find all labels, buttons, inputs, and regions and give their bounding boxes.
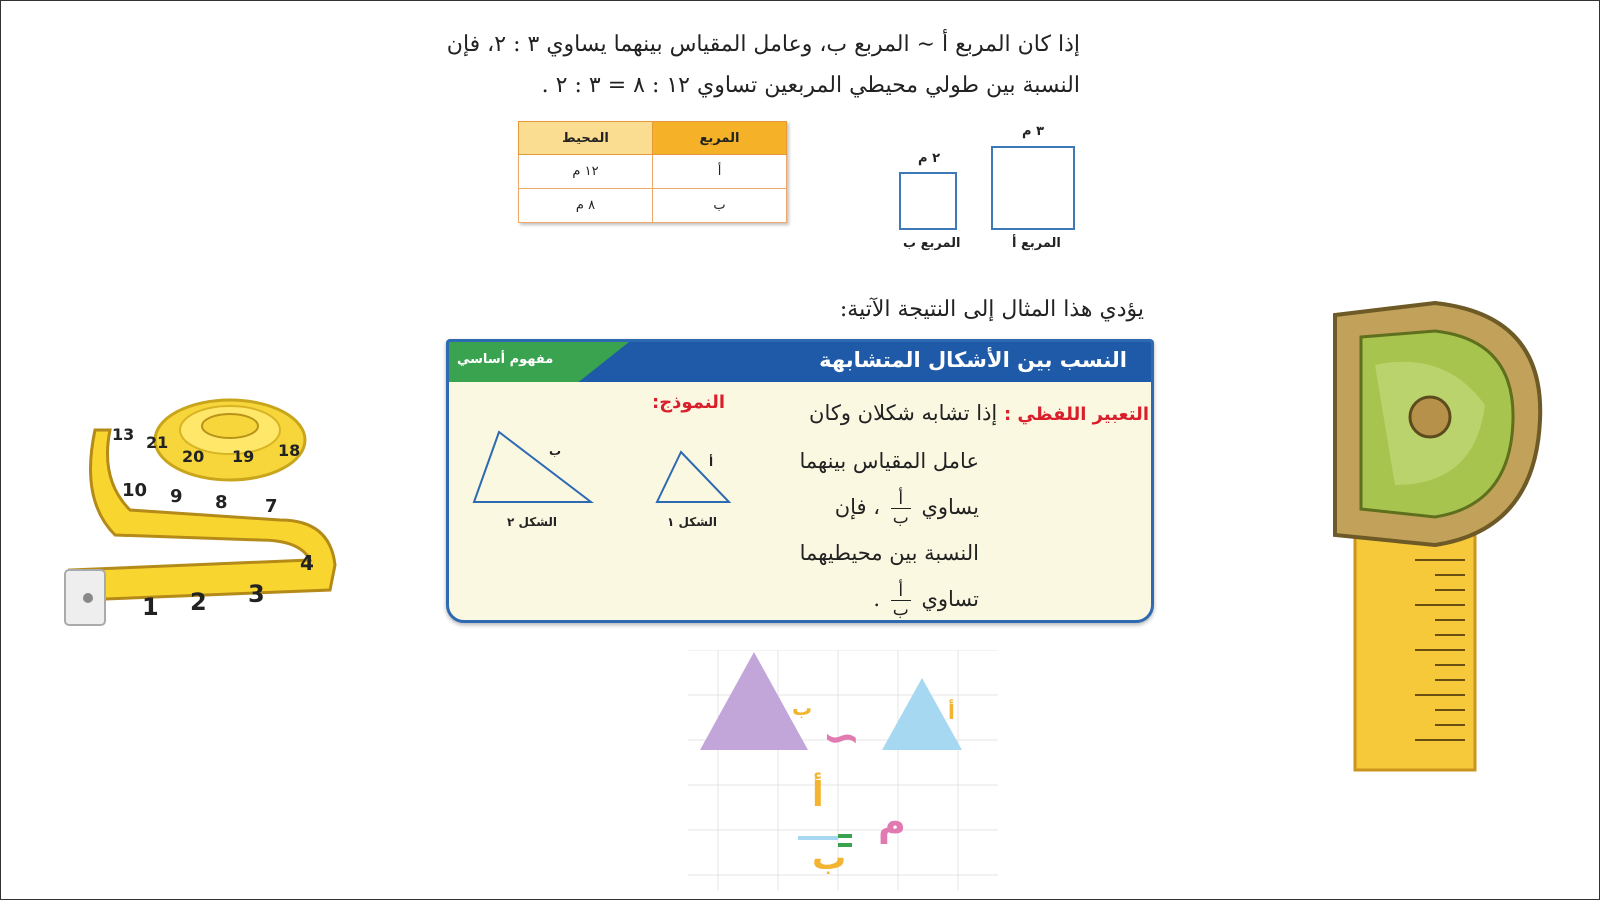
square-a-label: المربع أ: [1012, 236, 1061, 251]
tape-roll-image: [1325, 295, 1555, 775]
fraction-denominator: ب: [892, 600, 909, 620]
intro-line-1: إذا كان المربع أ ∽ المربع ب، وعامل المقياس بينهما يساوي ٣ : ٢، فإن: [446, 32, 1080, 57]
tape-number: 10: [122, 480, 148, 501]
tape-number: 13: [112, 425, 135, 444]
illustration-vertex-right: أ: [948, 700, 955, 724]
tape-number: 9: [170, 486, 183, 507]
shape-2-vertex: ب: [549, 444, 562, 458]
intro-line-2: النسبة بين طولي محيطي المربعين تساوي ١٢ : ٨ = ٣ : ٢ .: [541, 73, 1080, 98]
verbal-line-4: النسبة بين محيطيهما: [799, 541, 979, 565]
fraction-numerator: أ: [891, 582, 911, 601]
table-cell: أ: [653, 155, 787, 189]
table-cell: ١٢ م: [519, 155, 653, 189]
intro-text: [420, 24, 1080, 106]
square-b-side: ٢ م: [918, 151, 940, 166]
eq-numerator: أ: [812, 775, 824, 815]
tape-number: 18: [278, 441, 301, 460]
table-header-perimeter: المحيط: [519, 122, 653, 155]
fraction-numerator: أ: [891, 490, 911, 509]
model-triangles: [449, 402, 769, 542]
tape-measure-image: [60, 370, 350, 650]
tape-number: 1: [142, 593, 159, 621]
model-label: النموذج:: [652, 392, 726, 413]
tape-number: 8: [215, 492, 228, 513]
verbal-text: إذا تشابه شكلان وكان: [809, 401, 998, 425]
tape-number: 21: [146, 433, 169, 452]
tape-number: 3: [248, 580, 265, 608]
triangle-shape-2: [474, 432, 591, 502]
tape-number: 2: [190, 588, 207, 616]
fraction-denominator: ب: [892, 508, 909, 528]
fraction: [891, 582, 911, 619]
key-concept-box: [446, 339, 1154, 623]
verbal-line-1: [789, 390, 1149, 438]
square-a-side: ٣ م: [1022, 124, 1044, 139]
table-row: [519, 155, 787, 189]
lead-sentence: يؤدي هذا المثال إلى النتيجة الآتية:: [839, 297, 1144, 322]
concept-title-bar: [449, 342, 1151, 382]
similar-symbol: ∽: [822, 710, 861, 764]
verbal-text: ، فإن: [834, 495, 881, 519]
verbal-text: يساوي: [921, 495, 979, 519]
table-cell: ٨ م: [519, 189, 653, 223]
square-a: [991, 146, 1075, 230]
verbal-text: .: [873, 587, 881, 611]
tape-number: 4: [300, 551, 314, 575]
fraction: [891, 490, 911, 527]
triangle-shape-1: [657, 452, 729, 502]
shape-2-caption: الشكل ٢: [507, 515, 558, 529]
verbal-text: تساوي: [921, 587, 979, 611]
verbal-label: التعبير اللفظي :: [1003, 404, 1149, 425]
tape-number: 7: [265, 496, 278, 517]
verbal-line-2: عامل المقياس بينهما: [799, 449, 979, 473]
eq-denominator: ب: [812, 838, 847, 878]
square-b-label: المربع ب: [903, 236, 961, 251]
table-header-square: المربع: [653, 122, 787, 155]
table-row: [519, 189, 787, 223]
shape-1-vertex: أ: [709, 455, 714, 469]
table-cell: ب: [653, 189, 787, 223]
eq-m: م: [878, 800, 906, 844]
verbal-line-5: [619, 576, 979, 622]
tape-number: 20: [182, 447, 205, 466]
concept-tag: مفهوم أساسي: [457, 352, 554, 367]
tape-number: 19: [232, 447, 255, 466]
square-b: [899, 172, 957, 230]
illustration-vertex-left: ب: [792, 696, 813, 720]
shape-1-caption: الشكل ١: [667, 515, 718, 529]
concept-title: النسب بين الأشكال المتشابهة: [819, 348, 1127, 372]
perimeter-table: [518, 121, 787, 223]
